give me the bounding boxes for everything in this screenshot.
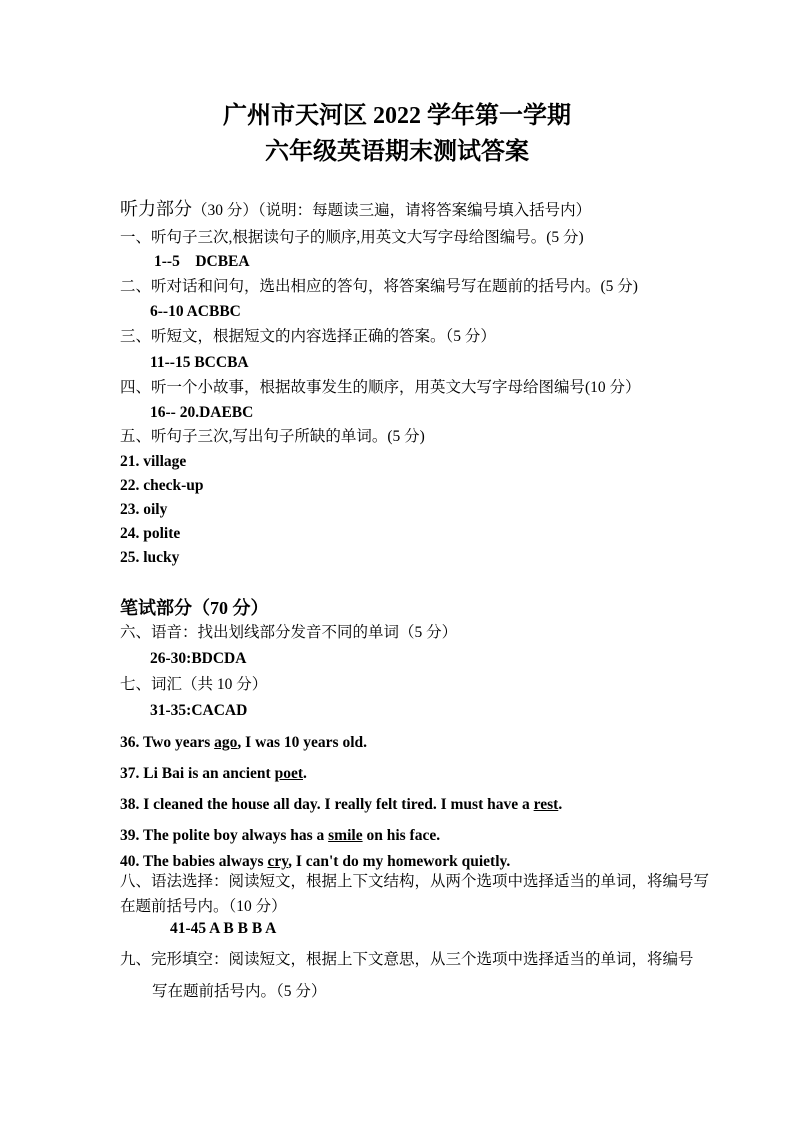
question-9-heading-line-1: 九、完形填空：阅读短文，根据上下文意思，从三个选项中选择适当的单词，将编号 <box>120 951 694 968</box>
question-2-heading: 二、听对话和问句，选出相应的答句，将答案编号写在题前的括号内。(5 分) <box>120 278 638 295</box>
question-1-answer: 1--5 DCBEA <box>154 253 250 270</box>
answer-21: 21. village <box>120 453 187 470</box>
sentence-37 <box>120 764 307 784</box>
sentence-40-answer-word: cry <box>267 853 289 870</box>
question-5-heading: 五、听句子三次,写出句子所缺的单词。(5 分) <box>120 428 425 445</box>
question-4-heading: 四、听一个小故事，根据故事发生的顺序，用英文大写字母给图编号(10 分） <box>120 379 641 396</box>
sentence-39-text-before: 39. The polite boy always has a <box>120 827 329 844</box>
listening-heading-label: 听力部分 <box>120 199 192 219</box>
listening-heading-note: （30 分）（说明：每题读三遍，请将答案编号填入括号内） <box>192 202 592 219</box>
question-9-heading-line-2: 写在题前括号内。（5 分） <box>152 983 327 1000</box>
sentence-36-text-after: , I was 10 years old. <box>237 734 368 751</box>
sentence-39 <box>120 826 440 846</box>
sentence-39-answer-word: smile <box>328 827 363 844</box>
question-8-heading: 八、语法选择：阅读短文，根据上下文结构，从两个选项中选择适当的单词，将编号写在题前括号内。（10 分） <box>120 873 710 915</box>
document-subtitle: 六年级英语期末测试答案 <box>265 139 529 165</box>
question-3-answer: 11--15 BCCBA <box>150 354 249 371</box>
question-2-answer: 6--10 ACBBC <box>150 303 241 320</box>
sentence-38-text-before: 38. I cleaned the house all day. I really felt tired. I must have a <box>120 796 534 813</box>
answer-25: 25. lucky <box>120 549 180 566</box>
sentence-36 <box>120 733 367 753</box>
question-7-heading: 七、词汇（共 10 分） <box>120 676 268 693</box>
sentence-37-text-before: 37. Li Bai is an ancient <box>120 765 275 782</box>
answer-22: 22. check-up <box>120 477 204 494</box>
question-6-heading: 六、语音：找出划线部分发音不同的单词（5 分） <box>120 624 458 641</box>
written-section-heading: 笔试部分（70 分） <box>120 598 269 618</box>
question-3-heading: 三、听短文，根据短文的内容选择正确的答案。（5 分） <box>120 328 496 345</box>
question-8-answer: 41-45 A B B B A <box>170 920 277 937</box>
sentence-40-text-after: , I can't do my homework quietly. <box>288 853 511 870</box>
sentence-37-answer-word: poet <box>274 765 304 782</box>
question-1-heading: 一、听句子三次,根据读句子的顺序,用英文大写字母给图编号。(5 分) <box>120 229 584 246</box>
sentence-40-text-before: 40. The babies always <box>120 853 268 870</box>
sentence-37-text-after: . <box>303 765 307 782</box>
question-4-answer: 16-- 20.DAEBC <box>150 404 254 421</box>
question-6-answer: 26-30:BDCDA <box>150 650 247 667</box>
sentence-38 <box>120 795 562 815</box>
sentence-36-answer-word: ago <box>214 734 238 751</box>
sentence-39-text-after: on his face. <box>362 827 441 844</box>
question-7-answer: 31-35:CACAD <box>150 702 248 719</box>
sentence-38-answer-word: rest <box>533 796 559 813</box>
document-title: 广州市天河区 2022 学年第一学期 <box>223 103 571 129</box>
sentence-36-text-before: 36. Two years <box>120 734 215 751</box>
answer-24: 24. polite <box>120 525 181 542</box>
answer-23: 23. oily <box>120 501 168 518</box>
sentence-38-text-after: . <box>558 796 563 813</box>
listening-section-heading <box>120 199 591 221</box>
